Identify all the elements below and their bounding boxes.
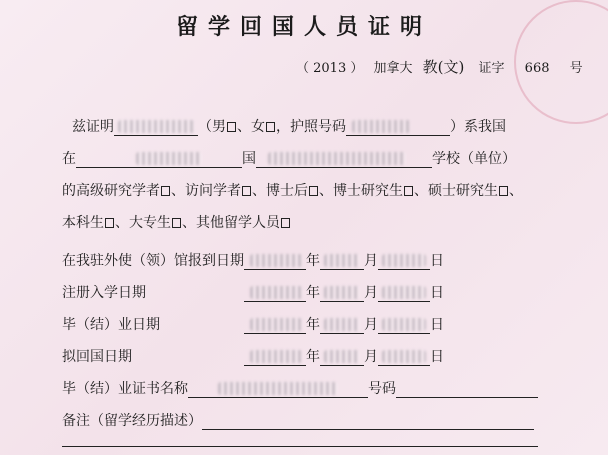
visiting-scholar-checkbox[interactable] — [242, 186, 251, 196]
graduate-year-field[interactable] — [244, 317, 306, 334]
label-enroll-date: 注册入学日期 — [62, 285, 146, 301]
document-title: 留学回国人员证明 — [175, 14, 432, 40]
row-school-line — [62, 148, 516, 168]
female-checkbox[interactable] — [266, 122, 275, 132]
enroll-year-field[interactable] — [244, 285, 306, 302]
row-name-line — [72, 116, 506, 136]
label-school: 学校（单位） — [432, 151, 516, 167]
label-separator: 、 — [509, 183, 523, 199]
row-status-line-1 — [62, 180, 523, 200]
date-row-report — [62, 250, 444, 270]
label-college: 、大专生 — [115, 215, 171, 231]
label-month: 月 — [364, 253, 378, 269]
label-postdoc: 、博士后 — [252, 183, 308, 199]
remarks-field[interactable] — [202, 413, 534, 430]
certificate-number-line — [296, 56, 589, 77]
label-in: 在 — [62, 151, 76, 167]
cert-number-end: 号 — [569, 61, 583, 76]
label-visiting-scholar: 、访问学者 — [171, 183, 241, 199]
label-day: 日 — [430, 253, 444, 269]
return-year-field[interactable] — [244, 349, 306, 366]
phd-checkbox[interactable] — [404, 186, 413, 196]
label-undergrad: 本科生 — [62, 215, 104, 231]
label-return-date: 拟回国日期 — [62, 349, 132, 365]
country-field[interactable] — [76, 151, 242, 168]
label-year: 年 — [306, 349, 320, 365]
other-checkbox[interactable] — [281, 218, 290, 228]
date-row-return — [62, 346, 444, 366]
enroll-day-field[interactable] — [378, 285, 430, 302]
passport-field[interactable] — [346, 119, 450, 136]
label-year: 年 — [306, 317, 320, 333]
label-passport: ，护照号码 — [276, 119, 346, 135]
label-year: 年 — [306, 253, 320, 269]
label-country: 国 — [242, 151, 256, 167]
cert-category: 教(文) — [422, 58, 465, 76]
senior-scholar-checkbox[interactable] — [161, 186, 170, 196]
label-day: 日 — [430, 285, 444, 301]
label-other: 、其他留学人员 — [182, 215, 280, 231]
diploma-row — [62, 378, 538, 398]
male-checkbox[interactable] — [227, 122, 236, 132]
report-year-field[interactable] — [244, 253, 306, 270]
cert-year: （ 2013 ） — [296, 61, 364, 76]
remarks-line-2[interactable] — [62, 446, 538, 447]
report-month-field[interactable] — [320, 253, 364, 270]
name-field[interactable] — [114, 119, 198, 136]
label-phd: 、博士研究生 — [319, 183, 403, 199]
label-month: 月 — [364, 317, 378, 333]
label-remarks: 备注（留学经历描述） — [62, 413, 202, 429]
label-citizen: ）系我国 — [450, 119, 506, 135]
row-status-line-2 — [62, 212, 291, 232]
label-diploma-number: 号码 — [368, 381, 396, 397]
diploma-name-field[interactable] — [188, 381, 368, 398]
date-row-graduate — [62, 314, 444, 334]
college-checkbox[interactable] — [172, 218, 181, 228]
label-senior-scholar: 的高级研究学者 — [62, 183, 160, 199]
label-month: 月 — [364, 285, 378, 301]
label-day: 日 — [430, 317, 444, 333]
return-month-field[interactable] — [320, 349, 364, 366]
label-day: 日 — [430, 349, 444, 365]
label-graduate-date: 毕（结）业日期 — [62, 317, 160, 333]
school-field[interactable] — [256, 151, 432, 168]
report-day-field[interactable] — [378, 253, 430, 270]
enroll-month-field[interactable] — [320, 285, 364, 302]
master-checkbox[interactable] — [499, 186, 508, 196]
graduate-month-field[interactable] — [320, 317, 364, 334]
remarks-row — [62, 410, 534, 430]
label-male: （男 — [198, 119, 226, 135]
return-day-field[interactable] — [378, 349, 430, 366]
cert-number: 668 — [524, 61, 550, 76]
label-month: 月 — [364, 349, 378, 365]
date-row-enroll — [62, 282, 444, 302]
label-diploma-name: 毕（结）业证书名称 — [62, 381, 188, 397]
postdoc-checkbox[interactable] — [309, 186, 318, 196]
label-year: 年 — [306, 285, 320, 301]
label-certify: 兹证明 — [72, 119, 114, 135]
label-report-date: 在我驻外使（领）馆报到日期 — [62, 253, 244, 269]
label-female: 、女 — [237, 119, 265, 135]
cert-country: 加拿大 — [373, 61, 413, 76]
cert-suffix: 证字 — [478, 61, 505, 76]
undergrad-checkbox[interactable] — [105, 218, 114, 228]
graduate-day-field[interactable] — [378, 317, 430, 334]
diploma-number-field[interactable] — [396, 381, 538, 398]
label-master: 、硕士研究生 — [414, 183, 498, 199]
